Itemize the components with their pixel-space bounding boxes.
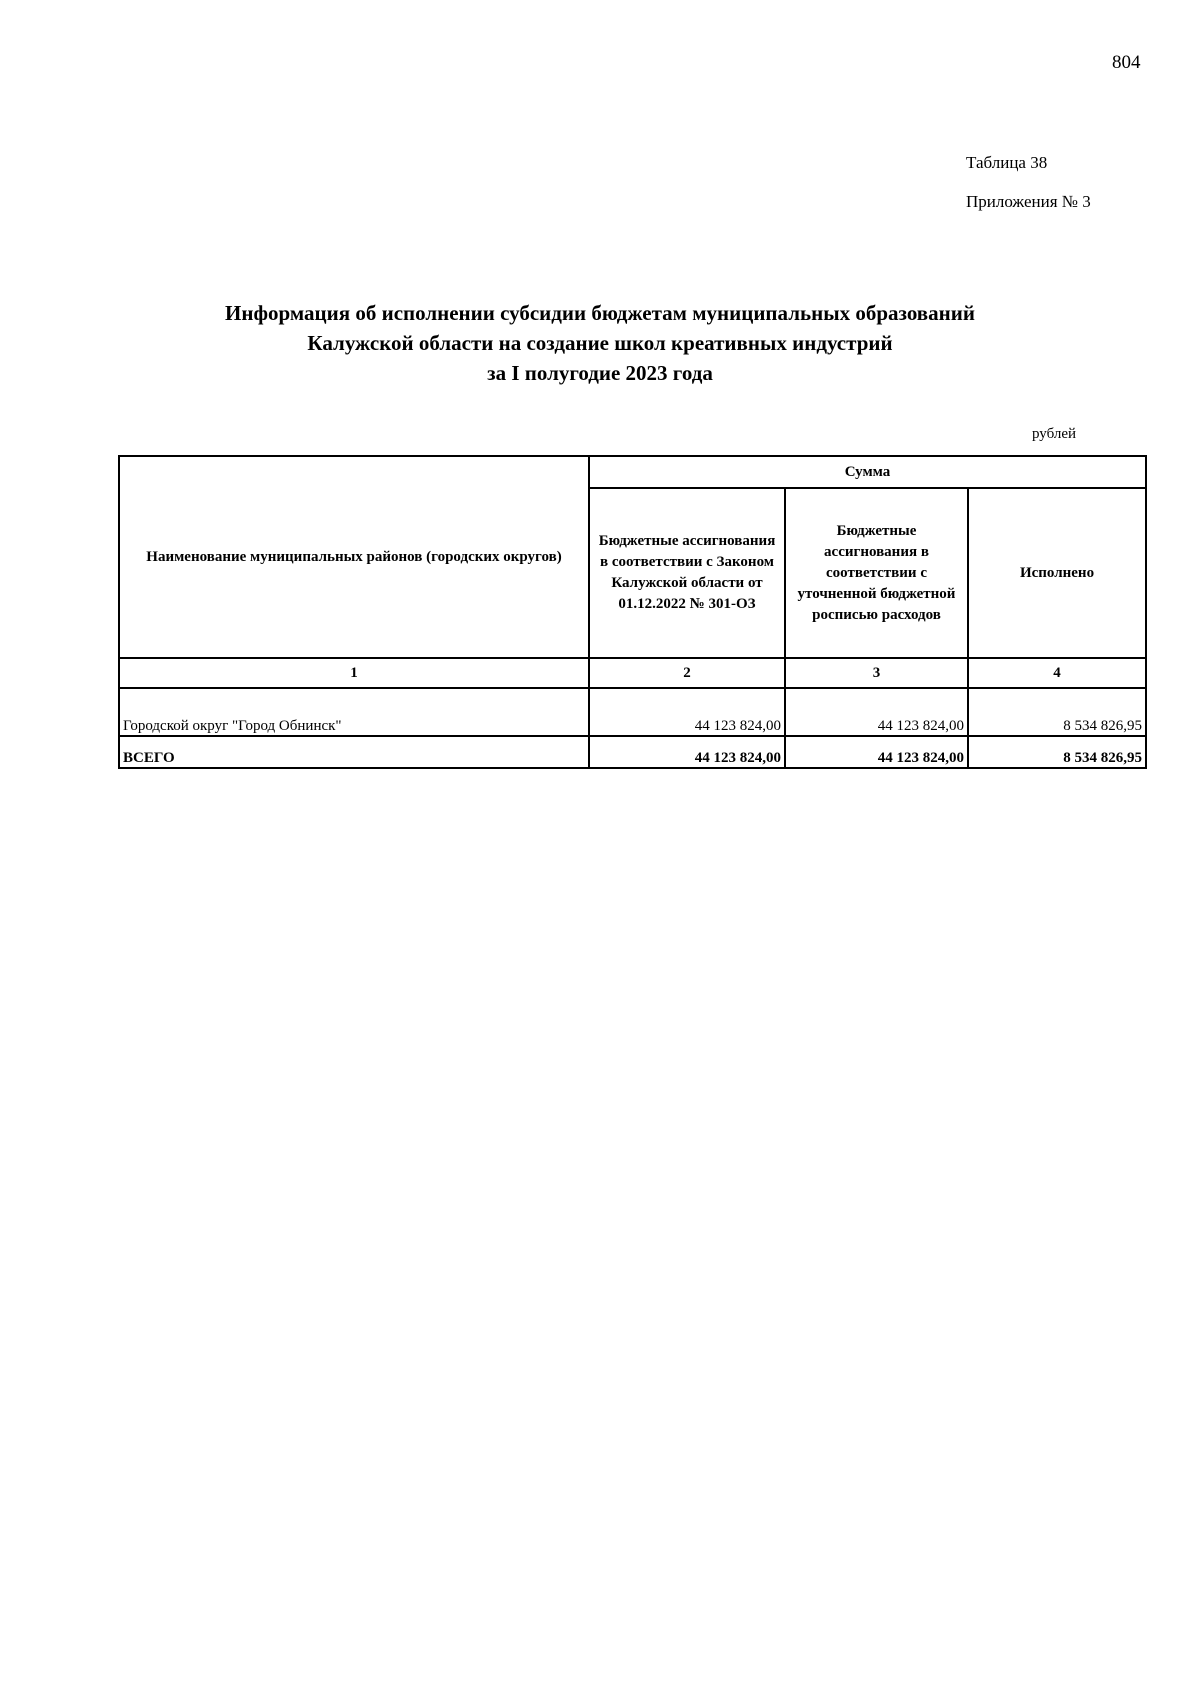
total-label: ВСЕГО — [119, 736, 589, 768]
column-number: 1 — [119, 658, 589, 688]
executed-value: 8 534 826,95 — [968, 688, 1146, 736]
unit-label: рублей — [1032, 426, 1077, 442]
total-revised-allocation: 44 123 824,00 — [785, 736, 968, 768]
appendix-reference: Приложения № 3 — [966, 192, 1091, 211]
column-number: 2 — [589, 658, 785, 688]
total-executed: 8 534 826,95 — [968, 736, 1146, 768]
title-line-1: Информация об исполнении субсидии бюджетам муниципальных образований — [225, 301, 975, 325]
document-title — [150, 298, 1050, 388]
header-sum: Сумма — [589, 456, 1146, 488]
title-line-3: за I полугодие 2023 года — [487, 361, 713, 385]
title-line-2: Калужской области на создание школ креативных индустрий — [307, 331, 893, 355]
law-allocation-value: 44 123 824,00 — [589, 688, 785, 736]
revised-allocation-value: 44 123 824,00 — [785, 688, 968, 736]
header-executed: Исполнено — [968, 488, 1146, 658]
table-row — [119, 688, 1146, 736]
header-law-allocations: Бюджетные ассигнования в соответствии с Законом Калужской области от 01.12.2022 № 301-ОЗ — [589, 488, 785, 658]
table-reference: Таблица 38 — [966, 153, 1048, 172]
column-number: 3 — [785, 658, 968, 688]
subsidy-table — [118, 455, 1147, 769]
page-number: 804 — [1112, 52, 1141, 73]
total-law-allocation: 44 123 824,00 — [589, 736, 785, 768]
header-revised-allocations: Бюджетные ассигнования в соответствии с уточненной бюджетной росписью расходов — [785, 488, 968, 658]
column-number-row — [119, 658, 1146, 688]
total-row — [119, 736, 1146, 768]
column-number: 4 — [968, 658, 1146, 688]
header-municipality-name: Наименование муниципальных районов (городских округов) — [119, 456, 589, 658]
municipality-name: Городской округ "Город Обнинск" — [119, 688, 589, 736]
